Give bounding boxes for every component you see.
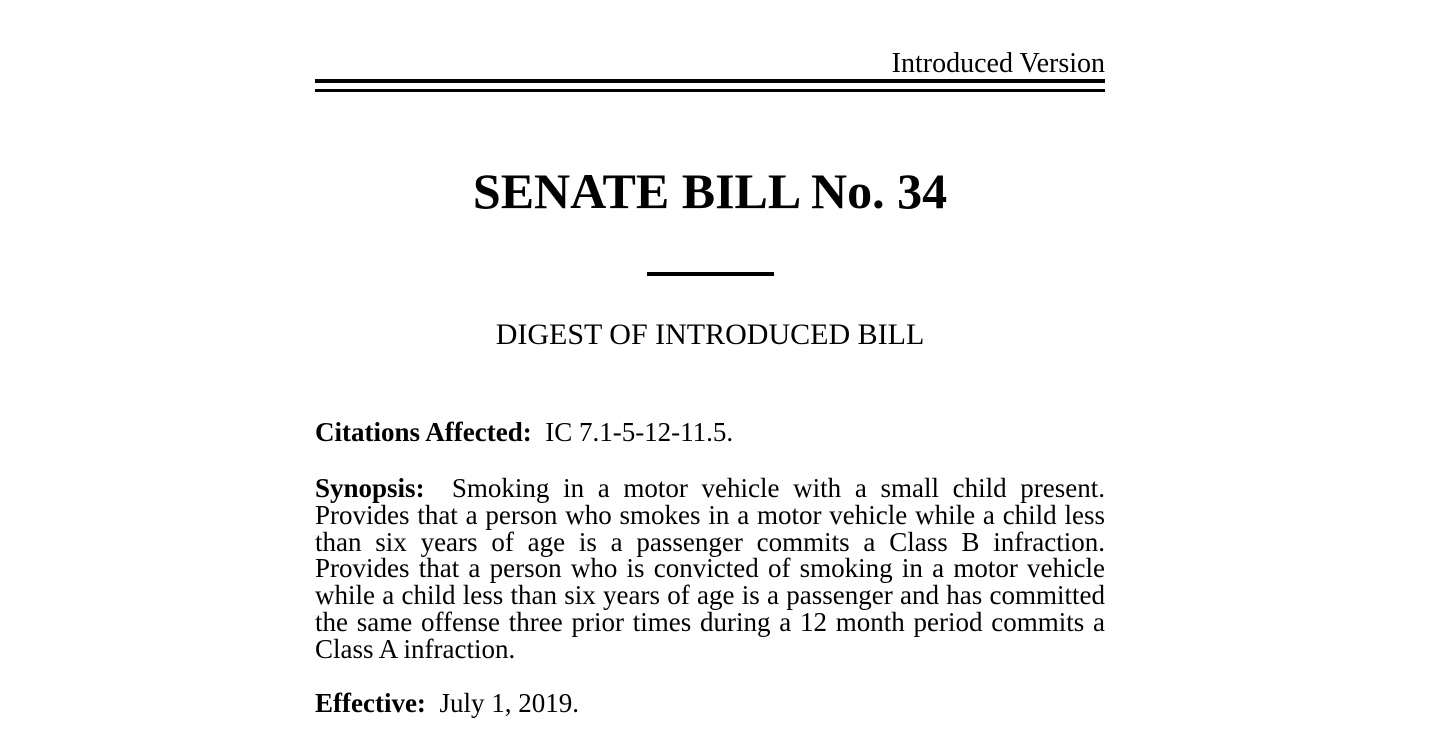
digest-heading: DIGEST OF INTRODUCED BILL xyxy=(495,318,925,351)
citations-label: Citations Affected: xyxy=(315,417,532,447)
effective-label: Effective: xyxy=(315,688,426,718)
citations-affected xyxy=(315,419,1105,446)
header-rule-thick xyxy=(315,79,1105,83)
title-divider xyxy=(647,272,774,276)
synopsis xyxy=(315,475,1105,663)
citations-value: IC 7.1-5-12-11.5. xyxy=(545,417,734,447)
bill-title: SENATE BILL No. 34 xyxy=(472,163,948,219)
version-label: Introduced Version xyxy=(891,48,1105,79)
header-rule-thin xyxy=(315,89,1105,92)
synopsis-label: Synopsis: xyxy=(315,473,425,503)
effective-value: July 1, 2019. xyxy=(439,688,579,718)
effective-date xyxy=(315,690,1105,717)
synopsis-text: Smoking in a motor vehicle with a small child present. Provides that a person who smokes in a motor vehicle while a child less than six years of age is a passenger commits a Class B infraction. Provides that a person who is convicted of smoking in a motor vehicle while a child less than six years of age is a passenger and has committed the same offense three prior times during a 12 month period commits a Class A infraction. xyxy=(315,473,1105,664)
